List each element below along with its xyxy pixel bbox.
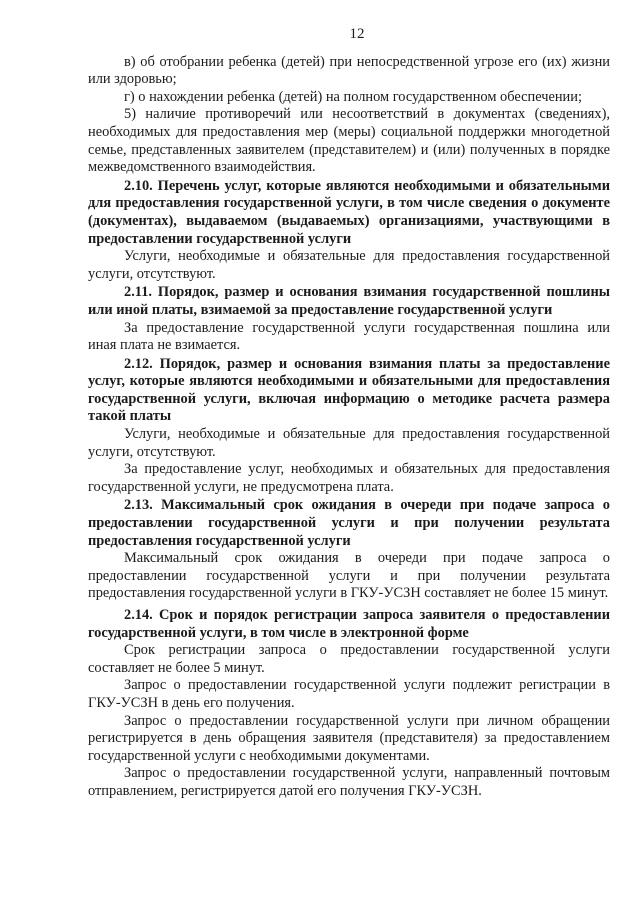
section-heading-2-14: 2.14. Срок и порядок регистрации запроса заявителя о предоставлении государственной услуги, в том числе в электронной форме [88,607,610,641]
paragraph-2-14-body-3: Запрос о предоставлении государственной услуги при личном обращении регистрируется в день обращения заявителя (представителя) за предоставлением государственной услуги с необходимыми документами. [88,712,610,764]
section-heading-2-10: 2.10. Перечень услуг, которые являются необходимыми и обязательными для предоставления государственной услуги, в том числе сведения о документе (документах), выдаваемом (выдаваемых) организациями, участвующими в предоставлении государственной услуги [88,177,610,247]
paragraph-2-10-body: Услуги, необходимые и обязательные для предоставления государственной услуги, отсутствуют. [88,248,610,282]
paragraph-item-g: г) о нахождении ребенка (детей) на полном государственном обеспечении; [124,88,582,105]
paragraph-2-14-body-1: Срок регистрации запроса о предоставлении государственной услуги составляет не более 5 минут. [88,642,610,676]
paragraph-2-12-body-2: За предоставление услуг, необходимых и обязательных для предоставления государственной услуги, не предусмотрена плата. [88,461,610,495]
section-heading-2-11: 2.11. Порядок, размер и основания взимания государственной пошлины или иной платы, взимаемой за предоставление государственной услуги [88,284,610,318]
paragraph-2-12-body-1: Услуги, необходимые и обязательные для предоставления государственной услуги, отсутствуют. [88,426,610,460]
paragraph-2-11-body: За предоставление государственной услуги государственная пошлина или иная плата не взимается. [88,319,610,354]
paragraph-2-14-body-4: Запрос о предоставлении государственной услуги, направленный почтовым отправлением, регистрируется датой его получения ГКУ-УСЗН. [88,765,610,799]
section-heading-2-13: 2.13. Максимальный срок ожидания в очереди при подаче запроса о предоставлении государственной услуги и при получении результата предоставления государственной услуги [88,497,610,549]
paragraph-2-13-body: Максимальный срок ожидания в очереди при подаче запроса о предоставлении государственной услуги и при получении результата предоставления государственной услуги в ГКУ-УСЗН составляет не более 15 минут. [88,550,610,602]
section-heading-2-12: 2.12. Порядок, размер и основания взимания платы за предоставление услуг, которые являются необходимыми и обязательными для предоставления государственной услуги, включая информацию о методике расчета размера такой платы [88,355,610,425]
paragraph-item-5: 5) наличие противоречий или несоответствий в документах (сведениях), необходимых для предоставления мер (меры) социальной поддержки многодетной семье, представленных заявителем (представителем) и (или) полученных в порядке межведомственного взаимодействия. [88,106,610,176]
paragraph-item-v: в) об отобрании ребенка (детей) при непосредственной угрозе его (их) жизни или здоровью; [88,53,610,88]
page-number: 12 [349,26,365,42]
paragraph-2-14-body-2: Запрос о предоставлении государственной услуги подлежит регистрации в ГКУ-УСЗН в день его получения. [88,677,610,711]
